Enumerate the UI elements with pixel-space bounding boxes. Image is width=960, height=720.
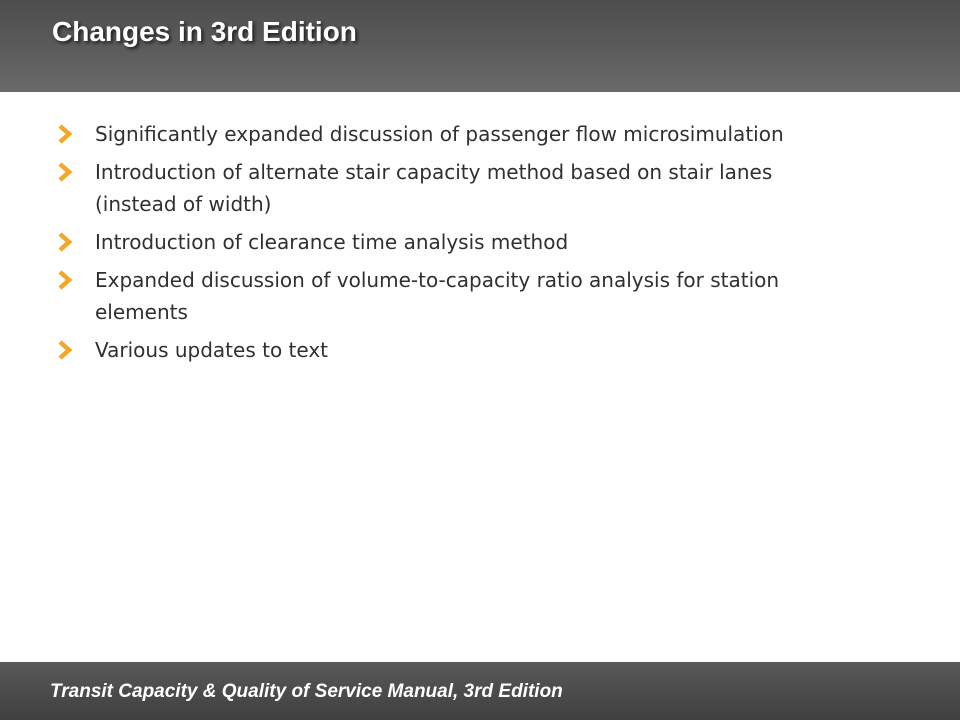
bullet-text: Expanded discussion of volume-to-capacity ratio analysis for station elements <box>95 268 780 324</box>
chevron-right-icon <box>54 269 76 291</box>
bullet-list <box>0 118 960 366</box>
bullet-item <box>0 264 855 328</box>
bullet-item <box>0 118 855 150</box>
footer-text: Transit Capacity & Quality of Service Manual, 3rd Edition <box>50 681 563 702</box>
bullet-item <box>0 156 855 220</box>
bullet-text: Introduction of clearance time analysis method <box>95 230 569 254</box>
chevron-right-icon <box>54 339 76 361</box>
bullet-item <box>0 334 855 366</box>
footer-bar <box>0 662 960 720</box>
chevron-right-icon <box>54 231 76 253</box>
bullet-item <box>0 226 855 258</box>
chevron-right-icon <box>54 123 76 145</box>
bullet-text: Significantly expanded discussion of passenger flow microsimulation <box>95 122 784 146</box>
title-bar <box>0 0 960 92</box>
bullet-text: Introduction of alternate stair capacity method based on stair lanes (instead of width) <box>95 160 773 216</box>
slide-content <box>0 118 960 372</box>
bullet-text: Various updates to text <box>95 338 329 362</box>
chevron-right-icon <box>54 161 76 183</box>
slide-title: Changes in 3rd Edition <box>52 16 357 47</box>
